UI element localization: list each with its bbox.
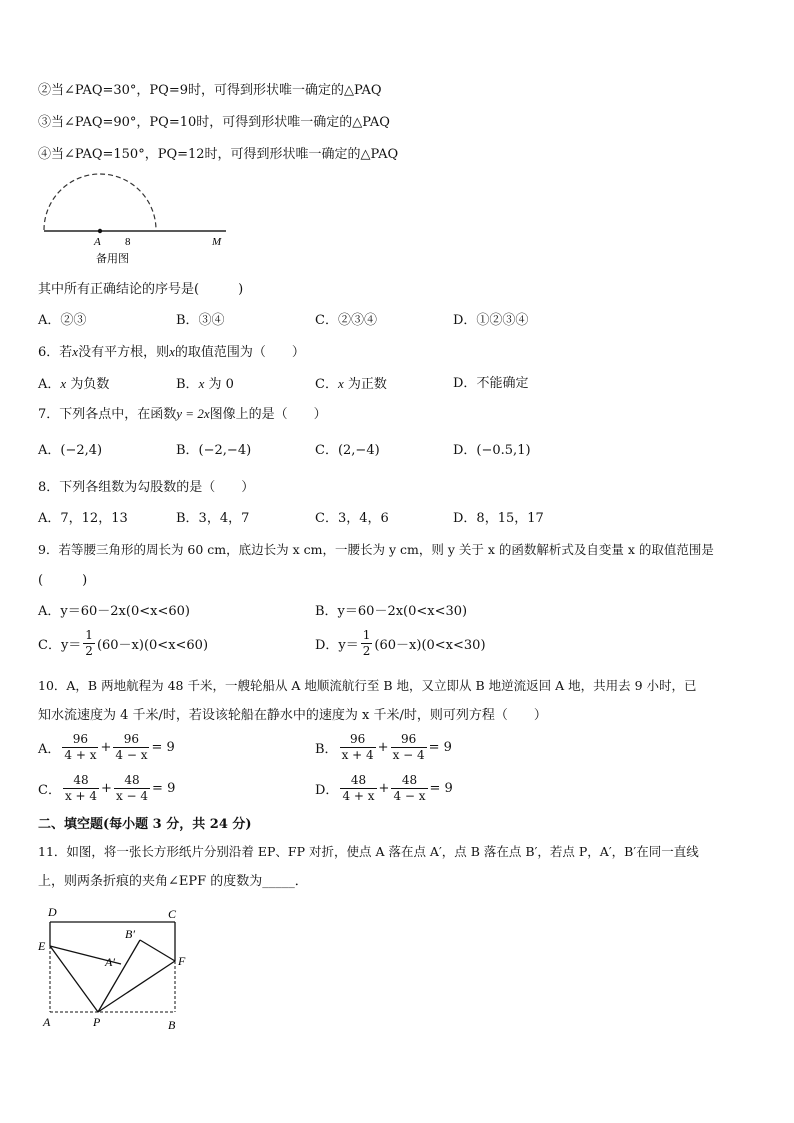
q6-option-c: C．x 为正数: [315, 376, 387, 392]
folding-figure: [34, 902, 204, 1034]
label-p: P: [93, 1015, 101, 1029]
q7-stem: 7．下列各点中，在函数y = 2x图像上的是（ ）: [38, 406, 327, 422]
q7-option-b: B．(−2,−4): [176, 443, 252, 458]
q10-stem-2: 知水流速度为 4 千米/时，若设该轮船在静水中的速度为 x 千米/时，则可列方程（ ）: [38, 708, 547, 723]
semicircle-figure: [36, 170, 236, 270]
q10-option-d: D． $\frac{48}{4 + x}$ + $\frac{48}{4 - x}$ = 9: [315, 773, 453, 803]
section-heading: 二、填空题(每小题 3 分，共 24 分): [38, 817, 252, 832]
q7-option-a: A．(−2,4): [38, 443, 103, 458]
q5-option-b: B．③④: [176, 313, 225, 328]
q9-option-c: C．y＝ $\frac{1}{2}$ (60－x)(0<x<60): [38, 628, 209, 658]
point-a: [98, 229, 102, 233]
q7-option-d: D．(−0.5,1): [453, 443, 531, 458]
q10-stem: 10．A，B 两地航程为 48 千米，一艘轮船从 A 地顺流航行至 B 地，又立即从 B 地逆流返回 A 地，共用去 9 小时，已: [38, 678, 697, 693]
edge-b1f: [140, 940, 175, 961]
q6-stem: 6．若x没有平方根，则x的取值范围为（ ）: [38, 344, 305, 360]
edge-pb1: [98, 940, 140, 1012]
label-c: C: [168, 907, 177, 921]
q9-option-a: A．y＝60－2x(0<x<60): [38, 604, 190, 619]
q8-option-d: D．8，15，17: [453, 511, 544, 526]
statement-3: ③当∠PAQ=90°，PQ=10时，可得到形状唯一确定的△PAQ: [38, 115, 390, 130]
q9-stem: 9．若等腰三角形的周长为 60 cm，底边长为 x cm，一腰长为 y cm，则 y 关于 x 的函数解析式及自变量 x 的取值范围是: [38, 542, 714, 557]
q11-stem: 11．如图，将一张长方形纸片分别沿着 EP、FP 对折，使点 A 落在点 A′，点 B 落在点 B′，若点 P，A′，B′在同一直线: [38, 844, 699, 859]
q9-stem-2: ( ): [38, 573, 88, 588]
q9-option-b: B．y＝60－2x(0<x<30): [315, 604, 468, 619]
label-m: M: [212, 236, 222, 248]
q9-option-d: D．y＝ $\frac{1}{2}$ (60－x)(0<x<30): [315, 628, 486, 658]
label-b-prime: B′: [125, 927, 135, 941]
label-d: D: [48, 905, 57, 919]
q8-option-c: C．3，4，6: [315, 511, 389, 526]
q10-option-c: C． $\frac{48}{x + 4}$ + $\frac{48}{x - 4}$ = 9: [38, 773, 176, 803]
label-a-prime: A′: [105, 955, 115, 969]
q6-option-d: D．不能确定: [453, 376, 529, 391]
q6-option-b: B．x 为 0: [176, 376, 234, 392]
label-a: A: [94, 236, 101, 248]
q7-option-c: C．(2,−4): [315, 443, 380, 458]
q11-stem-2: 上，则两条折痕的夹角∠EPF 的度数为_____．: [38, 874, 308, 889]
figure-caption: 备用图: [96, 253, 129, 265]
label-b: B: [168, 1018, 176, 1032]
label-f: F: [178, 954, 186, 968]
q5-option-a: A．②③: [38, 313, 87, 328]
statement-4: ④当∠PAQ=150°，PQ=12时，可得到形状唯一确定的△PAQ: [38, 147, 399, 162]
q10-option-a: A． $\frac{96}{4 + x}$ + $\frac{96}{4 - x}$ = 9: [38, 732, 175, 762]
q8-stem: 8．下列各组数为勾股数的是（ ）: [38, 480, 255, 495]
q5-option-c: C．②③④: [315, 313, 377, 328]
label-8: 8: [125, 236, 131, 248]
dashed-semicircle: [44, 174, 156, 230]
label-a: A: [43, 1015, 51, 1029]
q5-stem: 其中所有正确结论的序号是( ): [38, 282, 244, 297]
statement-2: ②当∠PAQ=30°，PQ=9时，可得到形状唯一确定的△PAQ: [38, 83, 382, 98]
label-e: E: [38, 939, 46, 953]
q5-option-d: D．①②③④: [453, 313, 529, 328]
q8-option-a: A．7，12，13: [38, 511, 128, 526]
q10-option-b: B． $\frac{96}{x + 4}$ + $\frac{96}{x - 4}$ = 9: [315, 732, 452, 762]
q8-option-b: B．3，4，7: [176, 511, 250, 526]
q6-option-a: A．x 为负数: [38, 376, 110, 392]
